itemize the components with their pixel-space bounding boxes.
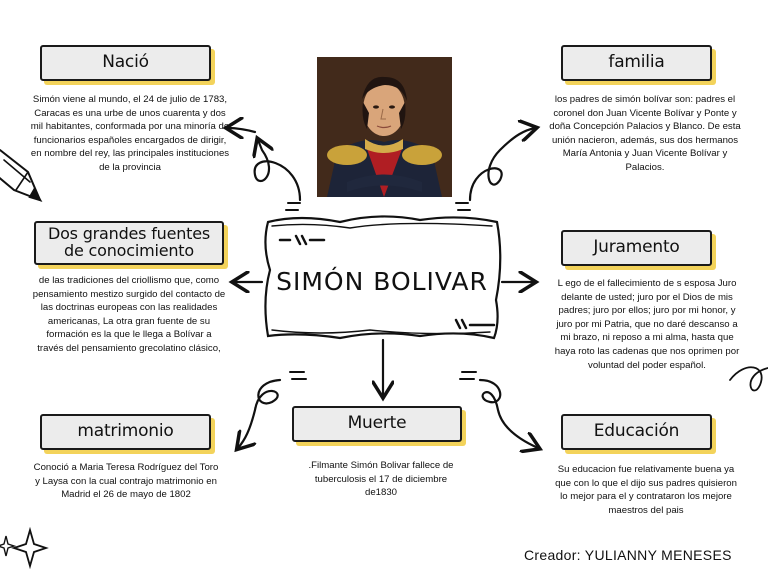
arrow-nacio [255, 140, 300, 200]
nacio-title: Nació [102, 52, 149, 73]
center-title: SIMÓN BOLIVAR [276, 266, 488, 296]
muerte-label [292, 406, 462, 442]
matrimonio-label [40, 414, 211, 450]
matrimonio-text: Conoció a Maria Teresa Rodríguez del Toro y Laysa con la cual contrajo matrimonio en Madrid el 26 de mayo de 1802 [33, 462, 219, 501]
juramento-text: L ego de el fallecimiento de s esposa Juro delante de usted; juro por el Dios de mis padres; juro por ellos; juro por mi honor, y juro por mi Patria, que no daré descanso a mi brazo, ni reposo a mi alma, hasta que haya roto las cadenas que nos oprimen por voluntad del poder español. [554, 278, 740, 371]
familia-label [561, 45, 712, 81]
familia-text: los padres de simón bolívar son: padres el coronel don Juan Vicente Bolívar y Ponte y doña Concepción Palacios y Blanco. De esta unión nacieron, además, sus dos hermanos María Antonia y Juan Vicente Bolívar y Palacios. [549, 94, 741, 173]
arrow-matrimonio [238, 380, 280, 448]
nacio-label [40, 45, 211, 81]
arrow-familia [470, 128, 535, 200]
portrait-figure-icon [317, 57, 452, 197]
educacion-title: Educación [593, 421, 680, 442]
fuentes-text: de las tradiciones del criollismo que, como pensamiento mestizo surgido del contacto de las doctrinas europeas con las realidades americanas, La otra gran fuente de su formación es la que le llega a Bolívar a través del pensamiento grecolatino clásico, [32, 275, 226, 354]
fuentes-label [34, 221, 224, 265]
educacion-text: Su educacion fue relativamente buena ya que con lo que el dijo sus padres quisieron lo mejor para el y contrataron los mejore maestros del pais [555, 464, 737, 516]
creator-credit: Creador: YULIANNY MENESES [524, 547, 732, 563]
juramento-label [561, 230, 712, 266]
muerte-title: Muerte [347, 413, 407, 434]
arrow-educacion [480, 380, 538, 448]
familia-title: familia [608, 52, 665, 73]
muerte-text: .Filmante Simón Bolivar fallece de tuberculosis el 17 de diciembre de1830 [308, 460, 454, 499]
fuentes-title: Dos grandes fuentes de conocimiento [47, 224, 211, 260]
portrait-image [317, 57, 452, 197]
nacio-text: Simón viene al mundo, el 24 de julio de 1783, Caracas es una urbe de unos cuarenta y dos mil habitantes, conformada por una minoría de funcionarios españoles encargados de dirigir, en nombre del rey, las principales instituciones de la provincia [30, 94, 230, 173]
educacion-label [561, 414, 712, 450]
juramento-title: Juramento [593, 237, 680, 258]
matrimonio-title: matrimonio [77, 421, 174, 442]
sparkle-doodle [14, 530, 46, 566]
